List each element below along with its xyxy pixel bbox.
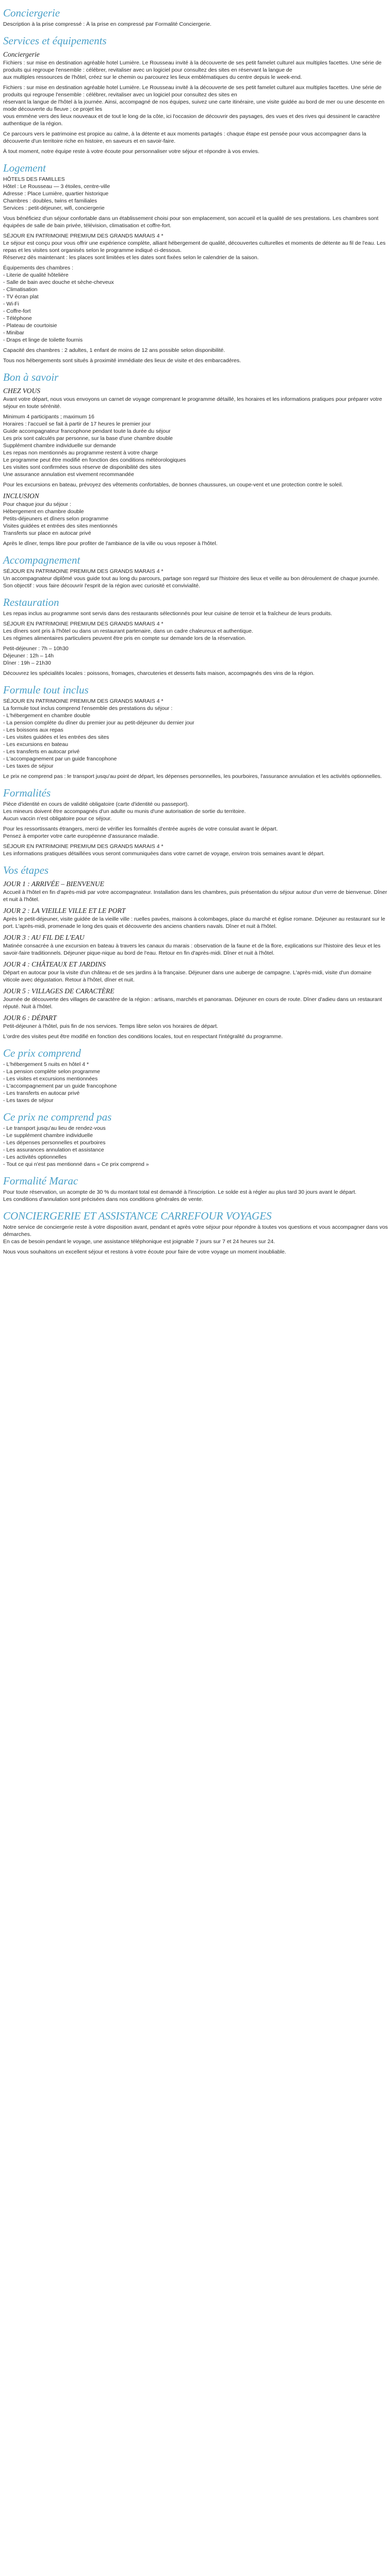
text-line: Pour chaque jour du séjour : <box>3 501 71 507</box>
text-line: aux multiples ressources de l'hôtel, créez sur le chemin ou parcourez les lieux emblématiques du centre depuis le week-end. <box>3 74 302 80</box>
paragraph <box>3 130 388 145</box>
section-title: Formule tout inclus <box>3 684 89 696</box>
text-line: - L'accompagnement par un guide francophone <box>3 756 117 762</box>
section <box>3 596 388 677</box>
paragraph <box>3 942 388 957</box>
text-line: Pour toute réservation, un acompte de 30 % du montant total est demandé à l'inscription. Le solde est à régler au plus tard 30 jours avant le départ. <box>3 1189 356 1195</box>
section <box>3 371 388 547</box>
subheading: JOUR 3 : AU FIL DE L'EAU <box>3 934 85 941</box>
text-line: Découvrez les spécialités locales : poissons, fromages, charcuteries et desserts faits maison, accompagnés des vins de la région. <box>3 670 315 676</box>
section-title: Formalités <box>3 787 51 799</box>
text-line: Les visites sont confirmées sous réserve de disponibilité des sites <box>3 464 161 470</box>
text-line: - Téléphone <box>3 315 32 321</box>
subheading: JOUR 5 : VILLAGES DE CARACTÈRE <box>3 987 115 995</box>
paragraph <box>3 889 388 903</box>
paragraph <box>3 916 388 930</box>
text-line: Un accompagnateur diplômé vous guide tout au long du parcours, partage son regard sur l'histoire des lieux et veille au bon déroulement de chaque journée. <box>3 575 380 582</box>
text-line: Transferts sur place en autocar privé <box>3 530 91 536</box>
text-line: - Les excursions en bateau <box>3 741 69 748</box>
section <box>3 35 388 155</box>
text-line: La formule tout inclus comprend l'ensemble des prestations du séjour : <box>3 705 173 711</box>
paragraph <box>3 1125 388 1168</box>
text-line: - La pension complète selon programme <box>3 1069 100 1075</box>
paragraph <box>3 84 388 127</box>
text-line: Les mineurs doivent être accompagnés d'un adulte ou munis d'une autorisation de sortie du territoire. <box>3 808 246 815</box>
paragraph <box>3 357 388 364</box>
text-line: HÔTELS DES FAMILLES <box>3 176 65 182</box>
text-line: Équipements des chambres : <box>3 265 73 271</box>
section-title: Bon à savoir <box>3 371 59 383</box>
text-line: Avant votre départ, nous vous envoyons un carnet de voyage comprenant le programme détaillé, les horaires et les informations pratiques pour préparer votre séjour en toute sérénité. <box>3 396 382 410</box>
subheading: JOUR 2 : LA VIEILLE VILLE ET LE PORT <box>3 907 126 914</box>
text-line: Fichiers : sur mise en destination agréable hotel Lumière. Le Rousseau invité à la découverte de ses petit famelet culturel aux multiples facettes. Une série de produits qui regroupe l'ensemble : célébrer, revitaliser avec un logiciel pour consultez des sites en réservant la langue de <box>3 60 382 73</box>
text-line: Petit-déjeuner à l'hôtel, puis fin de nos services. Temps libre selon vos horaires de départ. <box>3 1023 218 1029</box>
section <box>3 787 388 857</box>
text-line: - Salle de bain avec douche et sèche-cheveux <box>3 279 114 285</box>
subheading: JOUR 1 : ARRIVÉE – BIENVENUE <box>3 880 104 888</box>
text-line: Ce parcours vers le patrimoine est propice au calme, à la détente et aux moments partagés : chaque étape est pensée pour vous accompagner dans la découverte d'un territoire riche en histoire, en saveurs et en savoir-faire. <box>3 131 366 144</box>
text-line: Pour les ressortissants étrangers, merci de vérifier les formalités d'entrée auprès de votre consulat avant le départ. <box>3 826 278 832</box>
text-line: Matinée consacrée à une excursion en bateau à travers les canaux du marais : observation de la faune et de la flore, explications sur l'histoire des lieux et les savoir-faire traditionnels. Déjeuner pique-nique au bord de l'eau. Retour en fin d'après-midi. Dîner et nuit à l'hôtel. <box>3 943 381 956</box>
text-line: Services : petit-déjeuner, wifi, conciergerie <box>3 205 105 211</box>
text-line: Après le dîner, temps libre pour profiter de l'ambiance de la ville ou vous reposer à l'hôtel. <box>3 540 218 547</box>
text-line: - Le transport jusqu'au lieu de rendez-vous <box>3 1125 106 1131</box>
intro-text: Description à la prise compressé : À la prise en compressé par Formalité Conciergerie. <box>3 21 211 27</box>
text-line: - Les boissons aux repas <box>3 727 63 733</box>
text-line: Le séjour est conçu pour vous offrir une expérience complète, alliant hébergement de qualité, découvertes culturelles et moments de détente au fil de l'eau. Les repas et les visites sont organisés selon le programme indiqué ci-dessous. <box>3 240 386 253</box>
text-line: - Plateau de courtoisie <box>3 323 57 329</box>
text-line: Aucun vaccin n'est obligatoire pour ce séjour. <box>3 816 112 822</box>
paragraph <box>3 1061 388 1104</box>
subheading: INCLUSION <box>3 492 39 500</box>
text-line: - Minibar <box>3 330 24 336</box>
paragraph <box>3 610 388 617</box>
text-line: - Les taxes de séjour <box>3 1097 54 1104</box>
text-line: Les dîners sont pris à l'hôtel ou dans un restaurant partenaire, dans un cadre chaleureux et authentique. <box>3 628 253 634</box>
page-title: Conciergerie <box>3 7 60 19</box>
text-line: Accueil à l'hôtel en fin d'après-midi par votre accompagnateur. Installation dans les chambres, puis présentation du séjour autour d'un verre de bienvenue. Dîner et nuit à l'hôtel. <box>3 889 387 903</box>
section <box>3 1210 388 1256</box>
subheading: CHEZ VOUS <box>3 387 40 395</box>
text-line: - L'accompagnement par un guide francophone <box>3 1083 117 1089</box>
text-line: Départ en autocar pour la visite d'un château et de ses jardins à la française. Déjeuner dans une auberge de campagne. L'après-midi, visite d'un domaine viticole avec dégustation. Retour à l'hôtel, dîner et nuit. <box>3 970 372 983</box>
paragraph <box>3 396 388 410</box>
text-line: Hébergement en chambre double <box>3 509 84 515</box>
text-line: Capacité des chambres : 2 adultes, 1 enfant de moins de 12 ans possible selon disponibilité. <box>3 347 225 353</box>
text-line: Les prix sont calculés par personne, sur la base d'une chambre double <box>3 435 173 442</box>
text-line: - Les visites guidées et les entrées des sites <box>3 734 109 740</box>
subheading: Conciergerie <box>3 50 40 58</box>
paragraph <box>3 264 388 344</box>
text-line: SÉJOUR EN PATRIMOINE PREMIUM DES GRANDS MARAIS 4 * <box>3 233 164 239</box>
section-title: Vos étapes <box>3 864 49 876</box>
text-line: Le prix ne comprend pas : le transport jusqu'au point de départ, les dépenses personnelles, les pourboires, l'assurance annulation et les activités optionnelles. <box>3 773 382 779</box>
section <box>3 162 388 364</box>
section-title: Services et équipements <box>3 35 107 47</box>
paragraph <box>3 413 388 478</box>
section <box>3 684 388 780</box>
paragraph <box>3 215 388 229</box>
text-line: - La pension complète du dîner du premier jour au petit-déjeuner du dernier jour <box>3 720 194 726</box>
text-line: - Les transferts en autocar privé <box>3 1090 80 1096</box>
text-line: Journée de découverte des villages de caractère de la région : artisans, marchés et panoramas. Déjeuner en cours de route. Dîner d'adieu dans un restaurant réputé. Nuit à l'hôtel. <box>3 996 382 1010</box>
text-line: Les repas inclus au programme sont servis dans des restaurants sélectionnés pour leur cuisine de terroir et la fraîcheur de leurs produits. <box>3 611 332 617</box>
text-line: - TV écran plat <box>3 294 39 300</box>
paragraph <box>3 232 388 261</box>
paragraph <box>3 59 388 81</box>
paragraph <box>3 481 388 488</box>
text-line: Les informations pratiques détaillées vous seront communiquées dans votre carnet de voyage, environ trois semaines avant le départ. <box>3 851 325 857</box>
text-line: - Les assurances annulation et assistance <box>3 1147 104 1153</box>
paragraph <box>3 645 388 667</box>
text-line: réservant la langue de l'hôtel à la journée. Ainsi, accompagné de nos équipes, suivez une carte itinéraire, une visite guidée au bord de mer ou une descente en mode découverte du fleuve ; ce projet les <box>3 99 385 112</box>
paragraph <box>3 347 388 354</box>
text-line: Réservez dès maintenant : les places sont limitées et les dates sont fixées selon le calendrier de la saison. <box>3 255 259 261</box>
text-line: Après le petit-déjeuner, visite guidée de la vieille ville : ruelles pavées, maisons à colombages, place du marché et église romane. Déjeuner au restaurant sur le port. L'après-midi, promenade le long des quais et découverte des anciens chantiers navals. Dîner et nuit à l'hôtel. <box>3 916 385 929</box>
text-line: Vous bénéficiez d'un séjour confortable dans un établissement choisi pour son emplacement, son accueil et la qualité de ses prestations. Les chambres sont équipées de salle de bain privée, télévision, climatisation et coffre-fort. <box>3 215 379 229</box>
text-line: À tout moment, notre équipe reste à votre écoute pour personnaliser votre séjour et répondre à vos envies. <box>3 148 259 155</box>
text-line: Les repas non mentionnés au programme restent à votre charge <box>3 450 158 456</box>
paragraph <box>3 825 388 840</box>
text-line: Son objectif : vous faire découvrir l'esprit de la région avec curiosité et convivialité. <box>3 583 200 589</box>
paragraph <box>3 620 388 642</box>
text-line: - Literie de qualité hôtelière <box>3 272 69 278</box>
text-line: - L'hébergement 5 nuits en hôtel 4 * <box>3 1061 89 1067</box>
text-line: Notre service de conciergerie reste à votre disposition avant, pendant et après votre séjour pour répondre à toutes vos questions et vous accompagner dans vos démarches. <box>3 1224 388 1238</box>
section <box>3 554 388 589</box>
paragraph <box>3 568 388 589</box>
text-line: Guide accompagnateur francophone pendant toute la durée du séjour <box>3 428 171 434</box>
text-line: Déjeuner : 12h – 14h <box>3 653 54 659</box>
text-line: - Les dépenses personnelles et pourboires <box>3 1140 106 1146</box>
text-line: Nous vous souhaitons un excellent séjour et restons à votre écoute pour faire de votre voyage un moment inoubliable. <box>3 1249 286 1255</box>
text-line: - Le supplément chambre individuelle <box>3 1132 93 1139</box>
text-line: Fichiers : sur mise en destination agréable hotel Lumière. Le Rousseau invité à la découverte de ses petit famelet culturel aux multiples facettes. Une série de produits qui regroupe l'ensemble : célébrer, revitaliser avec un logiciel pour consultez des sites en <box>3 84 382 98</box>
text-line: Dîner : 19h – 21h30 <box>3 660 51 666</box>
section <box>3 1047 388 1104</box>
paragraph <box>3 501 388 537</box>
text-line: Horaires : l'accueil se fait à partir de 17 heures le premier jour <box>3 421 151 427</box>
text-line: - Tout ce qui n'est pas mentionné dans « Ce prix comprend » <box>3 1161 149 1167</box>
paragraph <box>3 540 388 547</box>
subheading: JOUR 6 : DÉPART <box>3 1014 57 1022</box>
paragraph <box>3 996 388 1010</box>
text-line: Tous nos hébergements sont situés à proximité immédiate des lieux de visite et des embarcadères. <box>3 358 241 364</box>
text-line: Le programme peut être modifié en fonction des conditions météorologiques <box>3 457 186 463</box>
subheading: JOUR 4 : CHÂTEAUX ET JARDINS <box>3 960 106 968</box>
section-title: Ce prix comprend <box>3 1047 81 1059</box>
text-line: Pièce d'identité en cours de validité obligatoire (carte d'identité ou passeport). <box>3 801 189 807</box>
section-title: Logement <box>3 162 46 174</box>
text-line: vous emmène vers des lieux nouveaux et de tout le long de la côte, ici l'occasion de découvrir des paysages, des vues et des rives qui dessinent le caractère authentique de la région. <box>3 113 380 127</box>
text-line: - Climatisation <box>3 286 38 293</box>
text-line: L'ordre des visites peut être modifié en fonction des conditions locales, tout en respectant l'intégralité du programme. <box>3 1033 283 1040</box>
text-line: Une assurance annulation est vivement recommandée <box>3 471 134 478</box>
text-line: - Les activités optionnelles <box>3 1154 67 1160</box>
text-line: Hôtel : Le Rousseau — 3 étoiles, centre-ville <box>3 183 110 190</box>
text-line: SÉJOUR EN PATRIMOINE PREMIUM DES GRANDS MARAIS 4 * <box>3 698 164 704</box>
text-line: - Wi-Fi <box>3 301 19 307</box>
section <box>3 864 388 1040</box>
section <box>3 1175 388 1203</box>
text-line: Pour les excursions en bateau, prévoyez des vêtements confortables, de bonnes chaussures, un coupe-vent et une protection contre le soleil. <box>3 482 343 488</box>
section <box>3 1111 388 1168</box>
text-line: Minimum 4 participants ; maximum 16 <box>3 414 94 420</box>
paragraph <box>3 1023 388 1030</box>
text-line: SÉJOUR EN PATRIMOINE PREMIUM DES GRANDS MARAIS 4 * <box>3 621 164 627</box>
text-line: Les conditions d'annulation sont précisées dans nos conditions générales de vente. <box>3 1196 203 1202</box>
text-line: Pensez à emporter votre carte européenne d'assurance maladie. <box>3 833 159 839</box>
text-line: Adresse : Place Lumière, quartier historique <box>3 191 109 197</box>
paragraph <box>3 148 388 155</box>
text-line: Chambres : doubles, twins et familiales <box>3 198 97 204</box>
paragraph <box>3 670 388 677</box>
paragraph <box>3 1033 388 1040</box>
text-line: Petits-déjeuners et dîners selon programme <box>3 516 109 522</box>
text-line: - Coffre-fort <box>3 308 31 314</box>
section-title: Formalité Marac <box>3 1175 78 1187</box>
paragraph <box>3 969 388 984</box>
text-line: - Les visites et excursions mentionnées <box>3 1076 98 1082</box>
paragraph <box>3 1224 388 1245</box>
text-line: Les régimes alimentaires particuliers peuvent être pris en compte sur demande lors de la réservation. <box>3 635 246 641</box>
text-line: En cas de besoin pendant le voyage, une assistance téléphonique est joignable 7 jours sur 7 et 24 heures sur 24. <box>3 1239 275 1245</box>
paragraph <box>3 176 388 212</box>
text-line: Visites guidées et entrées des sites mentionnés <box>3 523 118 529</box>
text-line: - Draps et linge de toilette fournis <box>3 337 83 343</box>
section-title: Restauration <box>3 596 59 608</box>
section-title: Ce prix ne comprend pas <box>3 1111 112 1123</box>
section-title: CONCIERGERIE ET ASSISTANCE CARREFOUR VOYAGES <box>3 1210 272 1222</box>
text-line: - Les taxes de séjour <box>3 763 54 769</box>
text-line: - Les transferts en autocar privé <box>3 749 80 755</box>
text-line: SÉJOUR EN PATRIMOINE PREMIUM DES GRANDS MARAIS 4 * <box>3 568 164 574</box>
paragraph <box>3 698 388 770</box>
paragraph <box>3 773 388 780</box>
paragraph <box>3 1189 388 1203</box>
text-line: Supplément chambre individuelle sur demande <box>3 443 116 449</box>
paragraph <box>3 843 388 857</box>
section-title: Accompagnement <box>3 554 80 566</box>
document <box>0 7 391 1261</box>
text-line: Petit-déjeuner : 7h – 10h30 <box>3 646 69 652</box>
paragraph <box>3 801 388 822</box>
text-line: - L'hébergement en chambre double <box>3 713 90 719</box>
paragraph <box>3 1248 388 1256</box>
text-line: SÉJOUR EN PATRIMOINE PREMIUM DES GRANDS MARAIS 4 * <box>3 843 164 850</box>
